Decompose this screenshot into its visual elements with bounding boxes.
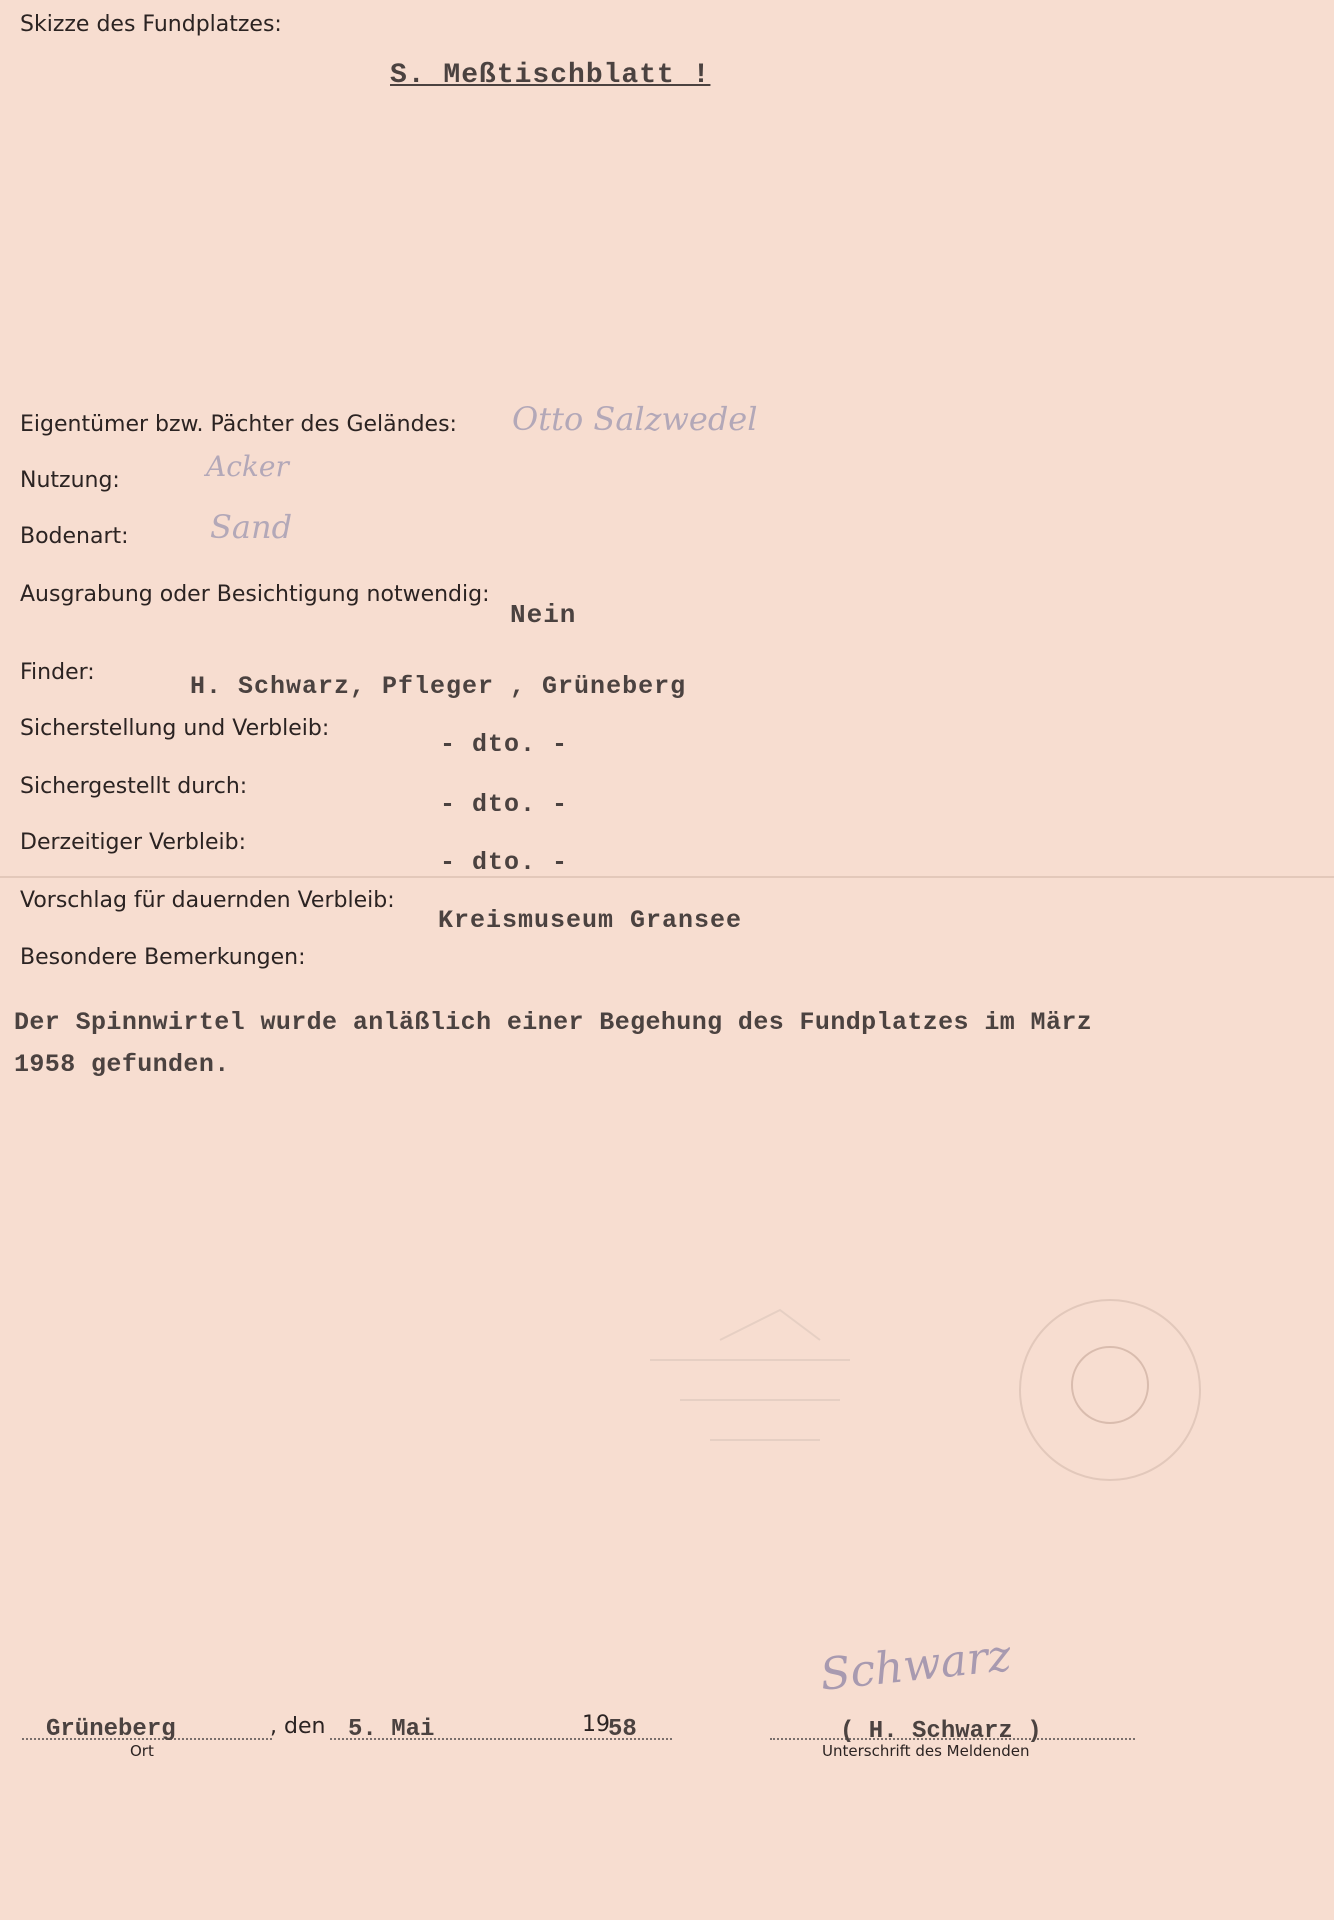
securing-value: - dto. -: [440, 730, 569, 759]
permanent-location-value: Kreismuseum Gransee: [438, 906, 743, 935]
blind-embossing: [620, 1300, 860, 1450]
current-location-value: - dto. -: [440, 848, 569, 877]
excavation-value: Nein: [510, 600, 577, 630]
remarks-line-2: 1958 gefunden.: [14, 1050, 230, 1079]
signature-caption: Unterschrift des Meldenden: [822, 1742, 1030, 1760]
year-prefix: 19: [582, 1712, 610, 1737]
year-dotted-line: [582, 1738, 672, 1740]
signature-handwritten: Schwarz: [817, 1630, 1014, 1701]
place-caption: Ort: [130, 1742, 154, 1760]
finder-label: Finder:: [20, 660, 95, 685]
remarks-line-1: Der Spinnwirtel wurde anläßlich einer Begehung des Fundplatzes im März: [14, 1008, 1093, 1037]
finder-value: H. Schwarz, Pfleger , Grüneberg: [190, 672, 687, 701]
secured-by-label: Sichergestellt durch:: [20, 774, 248, 799]
year-suffix: 58: [608, 1716, 637, 1743]
owner-value: Otto Salzwedel: [512, 400, 758, 438]
soil-value: Sand: [210, 508, 293, 546]
place-value: Grüneberg: [46, 1716, 176, 1743]
permanent-location-label: Vorschlag für dauernden Verbleib:: [20, 888, 395, 913]
fold-line: [0, 876, 1334, 878]
date-prefix: , den: [270, 1714, 326, 1739]
secured-by-value: - dto. -: [440, 790, 569, 819]
map-reference: S. Meßtischblatt !: [390, 60, 711, 91]
usage-value: Acker: [206, 450, 289, 483]
signature-typed: ( H. Schwarz ): [840, 1718, 1042, 1745]
date-value: 5. Mai: [348, 1716, 435, 1743]
owner-label: Eigentümer bzw. Pächter des Geländes:: [20, 412, 457, 437]
soil-label: Bodenart:: [20, 524, 129, 549]
securing-label: Sicherstellung und Verbleib:: [20, 716, 330, 741]
remarks-label: Besondere Bemerkungen:: [20, 945, 306, 970]
usage-label: Nutzung:: [20, 468, 120, 493]
current-location-label: Derzeitiger Verbleib:: [20, 830, 247, 855]
excavation-label: Ausgrabung oder Besichtigung notwendig:: [20, 582, 490, 607]
sketch-label: Skizze des Fundplatzes:: [20, 12, 282, 37]
stamp-impression: [1010, 1290, 1210, 1490]
